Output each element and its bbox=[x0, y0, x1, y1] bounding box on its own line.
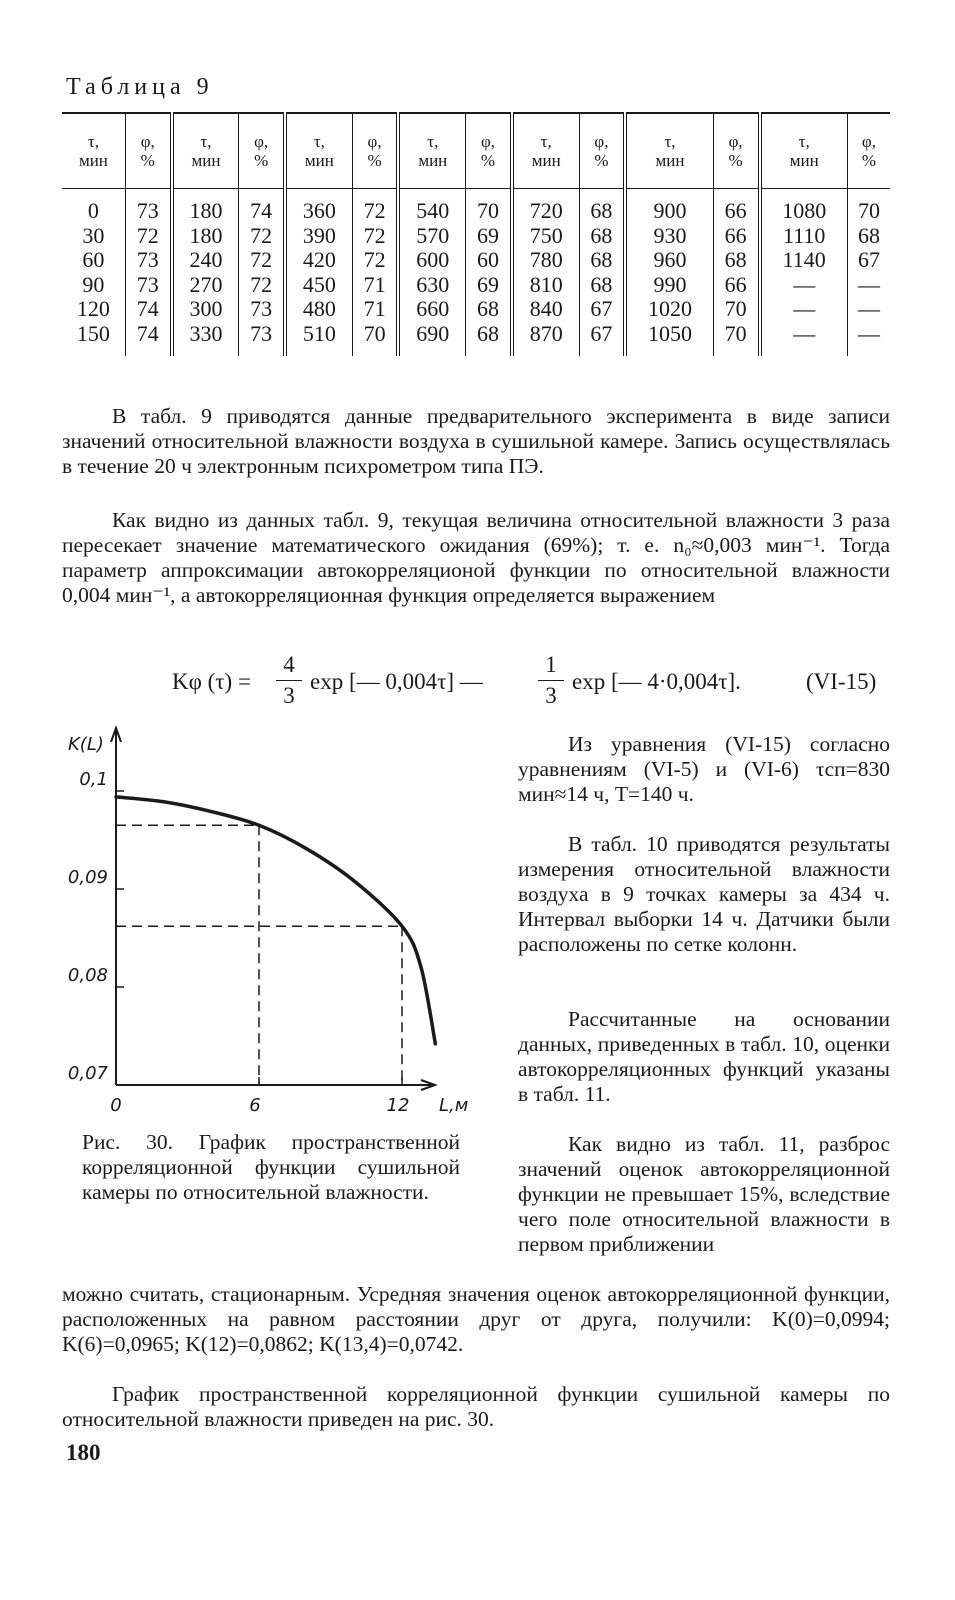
header-phi-symbol: φ, bbox=[367, 132, 382, 151]
cell-tau: 750 bbox=[512, 224, 579, 249]
cell-phi: — bbox=[847, 297, 890, 322]
cell-tau: 900 bbox=[625, 189, 713, 224]
y-tick-label: 0,09 bbox=[67, 867, 108, 888]
cell-phi: 70 bbox=[713, 322, 759, 357]
equation-term-2: exp [— 4·0,004τ]. bbox=[572, 669, 741, 694]
right-paragraph-4: Как видно из табл. 11, разброс значений оценок автокорреляционной функции не превышает 15%, вследствие чего поле относительной влажности в первом приближении bbox=[518, 1132, 890, 1256]
header-phi-5 bbox=[713, 113, 759, 189]
header-tau-unit: мин bbox=[531, 151, 561, 170]
chart-labels bbox=[68, 734, 468, 1115]
cell-phi: 70 bbox=[466, 189, 512, 224]
cell-tau: 630 bbox=[398, 273, 465, 298]
fraction-1-denominator: 3 bbox=[283, 683, 295, 708]
cell-phi: 74 bbox=[239, 189, 285, 224]
y-axis-label: K(L) bbox=[68, 734, 104, 755]
cell-phi: 72 bbox=[239, 248, 285, 273]
cell-phi: 72 bbox=[239, 273, 285, 298]
x-axis-label: L,м bbox=[439, 1095, 469, 1115]
cell-phi: 69 bbox=[466, 273, 512, 298]
cell-tau: 660 bbox=[398, 297, 465, 322]
table-row bbox=[62, 322, 890, 357]
header-phi-3 bbox=[466, 113, 512, 189]
header-tau-unit: мин bbox=[78, 151, 108, 170]
header-phi-unit: % bbox=[140, 151, 155, 170]
header-tau-symbol: τ, bbox=[798, 132, 810, 151]
cell-tau: 180 bbox=[172, 224, 239, 249]
cell-phi: 68 bbox=[466, 322, 512, 357]
cell-tau: 180 bbox=[172, 189, 239, 224]
equation-fraction-2 bbox=[538, 650, 564, 711]
cell-tau: 0 bbox=[87, 198, 99, 223]
correlation-curve bbox=[116, 797, 435, 1044]
cell-tau: 60 bbox=[82, 247, 105, 272]
cell-phi: 67 bbox=[579, 297, 625, 322]
header-phi-2 bbox=[352, 113, 398, 189]
cell-tau: 1140 bbox=[760, 248, 848, 273]
equation-lhs: Kφ (τ) = bbox=[172, 669, 251, 694]
cell-tau: 420 bbox=[285, 248, 352, 273]
cell-tau: 570 bbox=[398, 224, 465, 249]
cell-tau: 870 bbox=[512, 322, 579, 357]
table-row bbox=[62, 273, 890, 298]
cell-phi: — bbox=[847, 273, 890, 298]
cell-phi: 71 bbox=[352, 273, 398, 298]
y-tick-label: 0,1 bbox=[79, 769, 108, 790]
cell-phi: 73 bbox=[125, 273, 171, 298]
table-row bbox=[62, 224, 890, 249]
cell-phi: 68 bbox=[847, 224, 890, 249]
cell-phi: 68 bbox=[579, 189, 625, 224]
cell-phi: 66 bbox=[713, 189, 759, 224]
cell-tau: 1020 bbox=[625, 297, 713, 322]
figure-30-chart bbox=[55, 720, 475, 1115]
cell-phi: 67 bbox=[579, 322, 625, 357]
cell-tau: 90 bbox=[82, 271, 105, 297]
header-tau-unit: мин bbox=[655, 151, 685, 170]
cell-tau: 600 bbox=[398, 248, 465, 273]
paragraph-2: Как видно из данных табл. 9, текущая величина относительной влажности 3 раза пересекает значение математического ожидания (69%); т. е. n₀≈0,003 мин⁻¹. Тогда параметр аппроксимации автокорреляционой функции по относительной влажности 0,004 мин⁻¹, а автокорреляционная функция определяется выражением bbox=[62, 508, 890, 607]
equation-vi-15 bbox=[172, 650, 894, 716]
header-phi-1 bbox=[239, 113, 285, 189]
table-title: Таблица 9 bbox=[66, 74, 214, 100]
header-phi-symbol: φ, bbox=[140, 132, 155, 151]
chart-guides bbox=[116, 825, 402, 1085]
cell-tau: 270 bbox=[172, 273, 239, 298]
header-tau-unit: мин bbox=[191, 151, 221, 170]
cell-tau: — bbox=[760, 322, 848, 357]
cell-phi: 70 bbox=[713, 297, 759, 322]
cell-phi: 73 bbox=[239, 297, 285, 322]
cell-tau: — bbox=[760, 297, 848, 322]
cell-phi: 72 bbox=[352, 224, 398, 249]
cell-phi: 73 bbox=[125, 248, 171, 273]
header-tau-symbol: τ, bbox=[427, 132, 439, 151]
cell-tau: — bbox=[760, 273, 848, 298]
cell-tau: 840 bbox=[512, 297, 579, 322]
header-phi-symbol: φ, bbox=[728, 132, 743, 151]
table-body bbox=[62, 189, 890, 357]
cell-tau: 1080 bbox=[760, 189, 848, 224]
header-tau-5 bbox=[625, 113, 713, 189]
table-row bbox=[62, 297, 890, 322]
header-tau-6 bbox=[760, 113, 848, 189]
right-paragraph-3: Рассчитанные на основании данных, приведенных в табл. 10, оценки автокорреляционных функций указаны в табл. 11. bbox=[518, 1007, 890, 1106]
cell-phi: 68 bbox=[713, 248, 759, 273]
equation-label: (VI-15) bbox=[806, 669, 877, 694]
cell-phi: 72 bbox=[352, 248, 398, 273]
header-tau-symbol: τ, bbox=[313, 132, 325, 151]
header-tau-symbol: τ, bbox=[200, 132, 212, 151]
cell-phi: 68 bbox=[579, 248, 625, 273]
cell-tau: 1110 bbox=[760, 224, 848, 249]
cell-phi: 68 bbox=[466, 297, 512, 322]
cell-tau: 300 bbox=[172, 297, 239, 322]
x-tick-label: 0 bbox=[110, 1095, 122, 1115]
cell-phi: 68 bbox=[579, 224, 625, 249]
header-tau-0 bbox=[62, 113, 125, 189]
header-tau-3 bbox=[398, 113, 465, 189]
right-paragraph-2: В табл. 10 приводятся результаты измерения относительной влажности воздуха в 9 точках камеры за 434 ч. Интервал выборки 14 ч. Датчики были расположены по сетке колонн. bbox=[518, 832, 890, 956]
cell-phi: 72 bbox=[352, 189, 398, 224]
cell-tau: 150 bbox=[76, 320, 110, 346]
header-phi-unit: % bbox=[480, 151, 496, 170]
cell-tau: 30 bbox=[82, 222, 105, 248]
cell-tau: 480 bbox=[285, 297, 352, 322]
cell-tau: 240 bbox=[172, 248, 239, 273]
table-row bbox=[62, 189, 890, 224]
cell-tau: 540 bbox=[398, 189, 465, 224]
cell-tau: 360 bbox=[285, 189, 352, 224]
header-phi-unit: % bbox=[367, 151, 382, 170]
paragraph-4: График пространственной корреляционной функции сушильной камеры по относительной влажности приведен на рис. 30. bbox=[62, 1382, 890, 1431]
header-tau-symbol: τ, bbox=[664, 132, 676, 151]
cell-phi: 69 bbox=[466, 224, 512, 249]
cell-phi: 66 bbox=[713, 273, 759, 298]
right-paragraph-1: Из уравнения (VI-15) согласно уравнениям (VI-5) и (VI-6) τсп=830 мин≈14 ч, T=140 ч. bbox=[518, 732, 890, 806]
cell-tau: 510 bbox=[285, 322, 352, 357]
cell-phi: 67 bbox=[847, 248, 890, 273]
cell-tau: 690 bbox=[398, 322, 465, 357]
header-tau-1 bbox=[172, 113, 239, 189]
cell-phi: 72 bbox=[239, 224, 285, 249]
fraction-2-numerator: 1 bbox=[538, 650, 564, 681]
cell-tau: 780 bbox=[512, 248, 579, 273]
fraction-1-numerator: 4 bbox=[276, 650, 302, 681]
y-tick-label: 0,08 bbox=[67, 965, 108, 986]
cell-tau: 1050 bbox=[625, 322, 713, 357]
header-phi-symbol: φ, bbox=[861, 132, 876, 151]
cell-phi: 66 bbox=[713, 224, 759, 249]
header-phi-unit: % bbox=[254, 151, 269, 170]
data-table-9 bbox=[62, 112, 890, 356]
x-tick-label: 6 bbox=[249, 1095, 261, 1115]
cell-phi: 71 bbox=[352, 297, 398, 322]
header-phi-6 bbox=[847, 113, 890, 189]
table-header-row bbox=[62, 113, 890, 189]
header-tau-4 bbox=[512, 113, 579, 189]
paragraph-3: можно считать, стационарным. Усредняя значения оценок автокорреляционной функции, расположенных на равном расстоянии друг от друга, получили: K(0)=0,0994; K(6)=0,0965; K(12)=0,0862; K(13,4)=0,0742. bbox=[62, 1282, 890, 1356]
cell-phi: 73 bbox=[239, 322, 285, 357]
cell-phi: 74 bbox=[125, 322, 171, 357]
cell-tau: 990 bbox=[625, 273, 713, 298]
header-phi-unit: % bbox=[594, 151, 609, 170]
cell-phi: 70 bbox=[847, 189, 890, 224]
paragraph-1: В табл. 9 приводятся данные предварительного эксперимента в виде записи значений относительной влажности воздуха в сушильной камере. Запись осуществлялась в течение 20 ч электронным психрометром типа ПЭ. bbox=[62, 404, 890, 478]
cell-phi: 72 bbox=[125, 224, 171, 249]
header-tau-unit: мин bbox=[789, 151, 819, 170]
cell-tau: 810 bbox=[512, 273, 579, 298]
cell-phi: 60 bbox=[466, 248, 512, 273]
header-tau-unit: мин bbox=[304, 151, 334, 170]
cell-phi: 70 bbox=[352, 322, 398, 357]
figure-caption: Рис. 30. График пространственной корреляционной функции сушильной камеры по относительной влажности. bbox=[82, 1130, 460, 1204]
cell-tau: 720 bbox=[512, 189, 579, 224]
cell-tau: 450 bbox=[285, 273, 352, 298]
cell-phi: 73 bbox=[125, 189, 171, 224]
cell-tau: 120 bbox=[76, 296, 110, 321]
cell-tau: 960 bbox=[625, 248, 713, 273]
header-phi-0 bbox=[125, 113, 171, 189]
cell-tau: 930 bbox=[625, 224, 713, 249]
x-tick-label: 12 bbox=[386, 1095, 410, 1115]
header-phi-unit: % bbox=[861, 151, 877, 170]
cell-phi: 68 bbox=[579, 273, 625, 298]
cell-phi: — bbox=[847, 322, 890, 357]
equation-fraction-1 bbox=[276, 650, 302, 711]
chart-series bbox=[116, 797, 435, 1044]
cell-phi: 74 bbox=[125, 297, 171, 322]
header-phi-symbol: φ, bbox=[594, 132, 609, 151]
cell-tau: 390 bbox=[285, 224, 352, 249]
header-phi-symbol: φ, bbox=[254, 132, 269, 151]
equation-term-1: exp [— 0,004τ] — bbox=[310, 669, 483, 694]
header-tau-symbol: τ, bbox=[540, 132, 552, 151]
page-number: 180 bbox=[66, 1440, 101, 1465]
y-tick-label: 0,07 bbox=[67, 1063, 108, 1084]
header-tau-unit: мин bbox=[418, 151, 448, 170]
header-phi-unit: % bbox=[728, 151, 743, 170]
cell-tau: 330 bbox=[172, 322, 239, 357]
header-tau-symbol: τ, bbox=[87, 132, 99, 151]
header-phi-symbol: φ, bbox=[480, 132, 496, 151]
header-phi-4 bbox=[579, 113, 625, 189]
header-tau-2 bbox=[285, 113, 352, 189]
fraction-2-denominator: 3 bbox=[545, 683, 557, 708]
table-row bbox=[62, 248, 890, 273]
